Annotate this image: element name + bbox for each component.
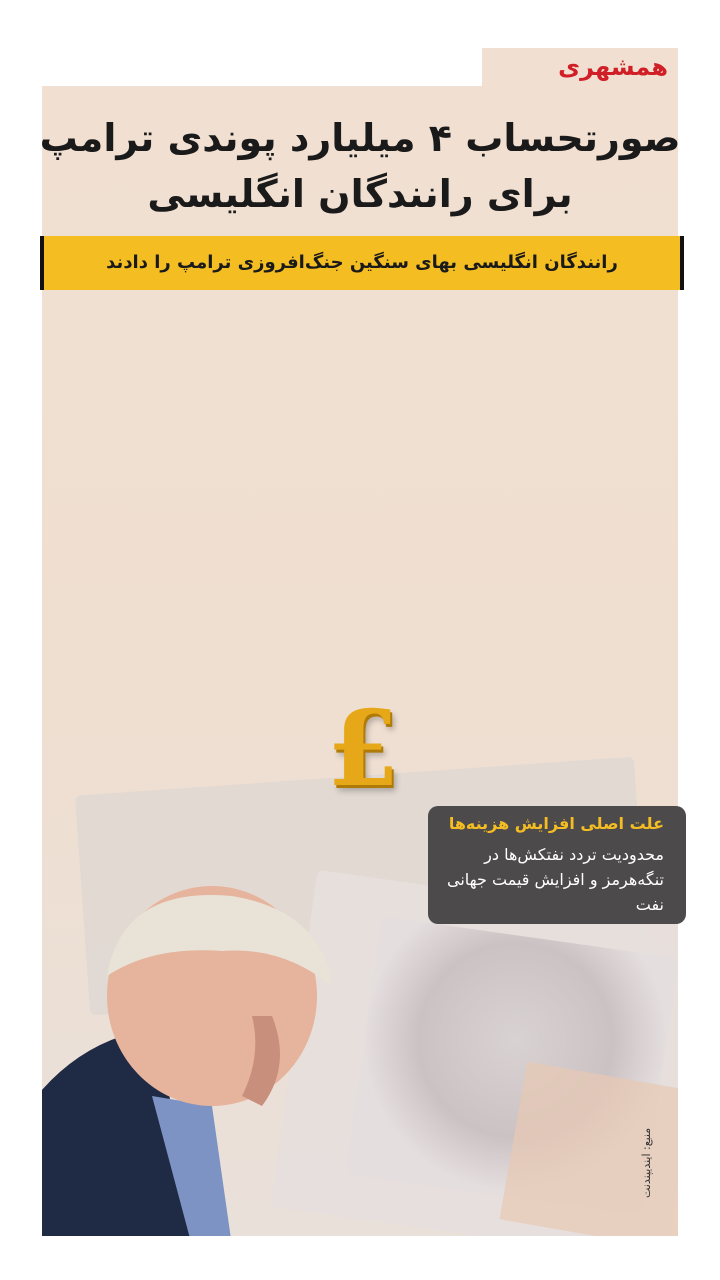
source-credit: منبع: ایندیپندنت	[640, 1128, 653, 1199]
logo	[482, 48, 678, 90]
page-title	[0, 110, 720, 222]
cause-body: محدودیت تردد نفتکش‌ها در تنگه‌هرمز و افزایش قیمت جهانی نفت	[446, 845, 664, 914]
logo-text: همشهری	[558, 53, 668, 81]
main-cause-box	[428, 806, 686, 924]
subtitle-banner	[40, 236, 684, 290]
person-photo	[42, 866, 342, 1236]
title-line-2: برای رانندگان انگلیسی	[147, 172, 573, 216]
title-line-1: صورتحساب ۴ میلیارد پوندی ترامپ	[39, 116, 681, 160]
cause-heading: علت اصلی افزایش هزینه‌ها	[448, 814, 664, 833]
pound-sign-icon: £	[326, 687, 400, 810]
banner-text: رانندگان انگلیسی بهای سنگین جنگ‌افروزی ترامپ را دادند	[106, 252, 618, 273]
